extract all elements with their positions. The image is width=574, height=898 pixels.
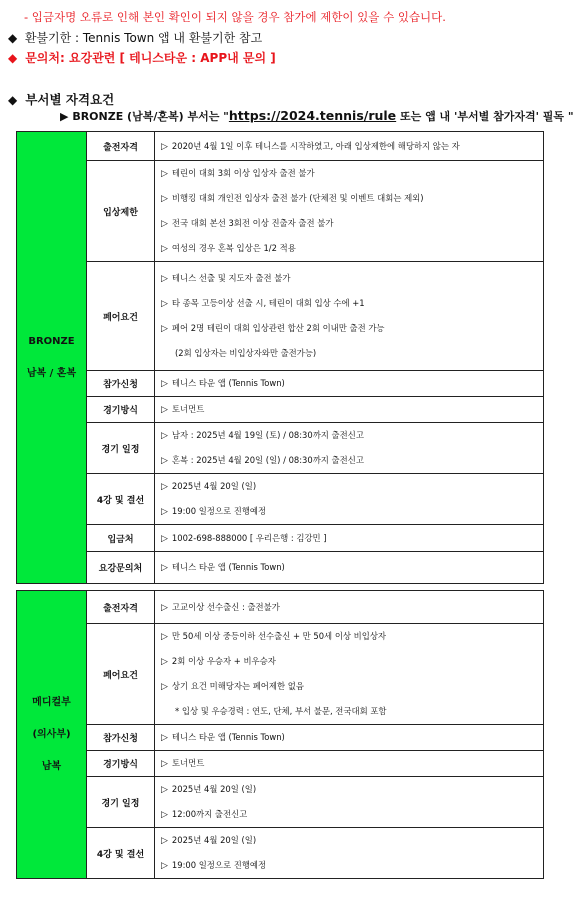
- row-content: [155, 725, 544, 751]
- row-label: 출전자격: [87, 132, 155, 161]
- content-text: 상기 요건 미해당자는 페어제한 없음: [171, 681, 304, 691]
- category-label: (의사부): [32, 728, 71, 740]
- bronze-category-cell: [17, 132, 87, 584]
- bronze-note-prefix: BRONZE (남복/혼복) 부서는 ": [72, 110, 229, 123]
- triangle-bullet-icon: ▷: [161, 219, 168, 229]
- triangle-bullet-icon: ▷: [161, 456, 168, 466]
- category-label: 남복 / 혼복: [26, 367, 77, 379]
- payment-name-notice: - 입금자명 오류로 인해 본인 확인이 되지 않을 경우 참가에 제한이 있을 수 있습니다.: [24, 10, 446, 24]
- content-text: 타 종목 고등이상 선출 시, 테린이 대회 입상 수에 +1: [171, 298, 365, 308]
- rule-link[interactable]: https://2024.tennis/rule: [228, 108, 397, 123]
- content-text: 토너먼트: [171, 758, 205, 768]
- content-text: 전국 대회 본선 3회전 이상 진출자 출전 불가: [171, 218, 334, 228]
- content-text: 만 50세 이상 중등이하 선수출신 + 만 50세 이상 비입상자: [171, 631, 387, 641]
- row-label: 경기 일정: [87, 423, 155, 474]
- content-text: 비행킹 대회 개인전 입상자 출전 불가 (단체전 및 이벤트 대회는 제외): [171, 193, 424, 203]
- content-item: [161, 777, 543, 802]
- content-item: [161, 134, 543, 159]
- table-row: [17, 552, 544, 584]
- table-row: [17, 725, 544, 751]
- bronze-requirements-table: [16, 131, 544, 584]
- triangle-bullet-icon: ▷: [161, 244, 168, 254]
- row-content: [155, 262, 544, 371]
- content-item: [161, 474, 543, 499]
- table-row: [17, 624, 544, 725]
- content-item: [161, 725, 543, 750]
- content-text: 테니스 타운 앱 (Tennis Town): [171, 562, 285, 572]
- contact-text: 문의처: 요강관련 [ 테니스타운 : APP내 문의 ]: [25, 51, 276, 65]
- content-item: [161, 595, 543, 620]
- content-text: 1002-698-888000 [ 우리은행 : 김강민 ]: [171, 532, 327, 543]
- triangle-bullet-icon: ▷: [161, 299, 168, 309]
- content-text: 테니스 타운 앱 (Tennis Town): [171, 378, 285, 388]
- content-item: [161, 211, 543, 236]
- content-text: * 입상 및 우승경력 : 연도, 단체, 부서 불문, 전국대회 포함: [175, 706, 387, 716]
- row-content: [155, 751, 544, 777]
- content-text: 혼복 : 2025년 4월 20일 (일) / 08:30까지 출전신고: [171, 455, 364, 465]
- row-label: 4강 및 결선: [87, 474, 155, 525]
- triangle-bullet-icon: ▷: [161, 785, 168, 795]
- content-item: [161, 291, 543, 316]
- row-label: 경기방식: [87, 397, 155, 423]
- row-content: [155, 591, 544, 624]
- content-item: [161, 526, 543, 551]
- table-row: [17, 423, 544, 474]
- triangle-bullet-icon: ▷: [161, 431, 168, 441]
- table-row: [17, 777, 544, 828]
- triangle-bullet-icon: ▷: [161, 194, 168, 204]
- content-text: 여성의 경우 혼복 입상은 1/2 적용: [171, 243, 296, 253]
- content-item: [161, 423, 543, 448]
- category-label: [17, 350, 86, 366]
- content-item: [161, 624, 543, 649]
- category-label: 메디컬부: [32, 696, 71, 708]
- content-item: [161, 499, 543, 524]
- content-item: [161, 371, 543, 396]
- section-heading: [8, 90, 114, 108]
- category-label: [17, 743, 86, 759]
- content-item: [161, 699, 543, 724]
- row-content: [155, 371, 544, 397]
- row-label: 페어요건: [87, 262, 155, 371]
- content-item: [161, 341, 543, 366]
- triangle-bullet-icon: ▷: [161, 836, 168, 846]
- triangle-bullet-icon: ▷: [161, 733, 168, 743]
- row-content: [155, 423, 544, 474]
- diamond-bullet-icon: ◆: [8, 31, 18, 45]
- triangle-bullet-icon: ▷: [161, 632, 168, 642]
- row-label: 4강 및 결선: [87, 828, 155, 879]
- triangle-bullet-icon: ▷: [161, 563, 168, 573]
- content-item: [161, 555, 543, 580]
- row-content: [155, 525, 544, 552]
- triangle-bullet-icon: ▷: [161, 810, 168, 820]
- row-content: [155, 397, 544, 423]
- content-text: 2025년 4월 20일 (일): [171, 784, 257, 794]
- triangle-bullet-icon: ▷: [161, 507, 168, 517]
- table-row: [17, 525, 544, 552]
- table-row: [17, 371, 544, 397]
- row-content: [155, 474, 544, 525]
- triangle-bullet-icon: ▷: [161, 482, 168, 492]
- content-text: 테니스 선출 및 지도자 출전 불가: [171, 273, 291, 283]
- row-label: 페어요건: [87, 624, 155, 725]
- content-text: (2회 입상자는 비입상자와만 출전가능): [175, 348, 317, 358]
- medical-category-cell: [17, 591, 87, 879]
- bronze-note: [60, 108, 574, 124]
- triangle-bullet-icon: ▷: [161, 169, 168, 179]
- content-text: 페어 2명 테린이 대회 입상관련 합산 2회 이내만 출전 가능: [171, 323, 385, 333]
- content-item: [161, 853, 543, 878]
- triangle-bullet-icon: ▷: [161, 274, 168, 284]
- triangle-bullet-icon: ▷: [161, 379, 168, 389]
- bronze-note-suffix: 또는 앱 내 '부서별 참가자격' 필독 ": [396, 110, 574, 123]
- content-item: [161, 751, 543, 776]
- row-label: 참가신청: [87, 371, 155, 397]
- content-text: 2020년 4월 1일 이후 테니스를 시작하였고, 아래 입상제한에 해당하지 않는 자: [171, 140, 460, 151]
- section-title: 부서별 자격요건: [25, 92, 115, 107]
- row-content: [155, 132, 544, 161]
- content-item: [161, 316, 543, 341]
- row-label: 입금처: [87, 525, 155, 552]
- row-content: [155, 777, 544, 828]
- table-row: [17, 397, 544, 423]
- row-content: [155, 828, 544, 879]
- row-content: [155, 624, 544, 725]
- triangle-bullet-icon: ▷: [161, 141, 168, 152]
- content-text: 테니스 타운 앱 (Tennis Town): [171, 732, 285, 742]
- row-label: 요강문의처: [87, 552, 155, 584]
- triangle-bullet-icon: ▷: [161, 861, 168, 871]
- row-content: [155, 552, 544, 584]
- content-text: 남자 : 2025년 4월 19일 (토) / 08:30까지 출전신고: [171, 430, 364, 440]
- refund-text: 환불기한 : Tennis Town 앱 내 환불기한 참고: [24, 31, 263, 45]
- content-item: [161, 674, 543, 699]
- triangle-bullet-icon: ▷: [161, 759, 168, 769]
- content-item: [161, 802, 543, 827]
- triangle-bullet-icon: ▷: [161, 405, 168, 415]
- table-row: [17, 591, 544, 624]
- content-item: [161, 828, 543, 853]
- row-label: 경기 일정: [87, 777, 155, 828]
- triangle-bullet-icon: ▷: [161, 682, 168, 692]
- row-content: [155, 161, 544, 262]
- content-text: 2025년 4월 20일 (일): [171, 481, 257, 491]
- table-row: [17, 132, 544, 161]
- diamond-bullet-icon: ◆: [8, 93, 18, 107]
- category-label: BRONZE: [28, 335, 75, 347]
- content-text: 19:00 일정으로 진행예정: [171, 860, 267, 870]
- content-item: [161, 266, 543, 291]
- triangle-bullet-icon: ▷: [161, 657, 168, 667]
- triangle-bullet-icon: ▷: [161, 533, 168, 544]
- content-text: 19:00 일정으로 진행예정: [171, 506, 267, 516]
- content-item: [161, 448, 543, 473]
- content-text: 2회 이상 우승자 + 비우승자: [171, 656, 276, 666]
- row-label: 출전자격: [87, 591, 155, 624]
- triangle-bullet-icon: ▷: [161, 324, 168, 334]
- refund-line: [8, 29, 262, 46]
- row-label: 경기방식: [87, 751, 155, 777]
- diamond-bullet-icon: ◆: [8, 51, 18, 65]
- arrow-right-icon: ▶: [60, 110, 69, 123]
- content-text: 고교이상 선수출신 : 출전불가: [171, 601, 280, 612]
- content-text: 토너먼트: [171, 404, 205, 414]
- medical-requirements-table: [16, 590, 544, 879]
- content-item: [161, 186, 543, 211]
- content-item: [161, 649, 543, 674]
- content-text: 테린이 대회 3회 이상 입상자 출전 불가: [171, 168, 315, 178]
- category-label: [17, 711, 86, 727]
- content-text: 12:00까지 출전신고: [171, 809, 248, 819]
- content-item: [161, 161, 543, 186]
- content-item: [161, 397, 543, 422]
- contact-line: [8, 49, 276, 66]
- row-label: 입상제한: [87, 161, 155, 262]
- category-label: 남복: [41, 760, 62, 772]
- table-row: [17, 474, 544, 525]
- table-row: [17, 262, 544, 371]
- content-text: 2025년 4월 20일 (일): [171, 835, 257, 845]
- table-row: [17, 161, 544, 262]
- table-row: [17, 751, 544, 777]
- triangle-bullet-icon: ▷: [161, 602, 168, 613]
- row-label: 참가신청: [87, 725, 155, 751]
- table-row: [17, 828, 544, 879]
- content-item: [161, 236, 543, 261]
